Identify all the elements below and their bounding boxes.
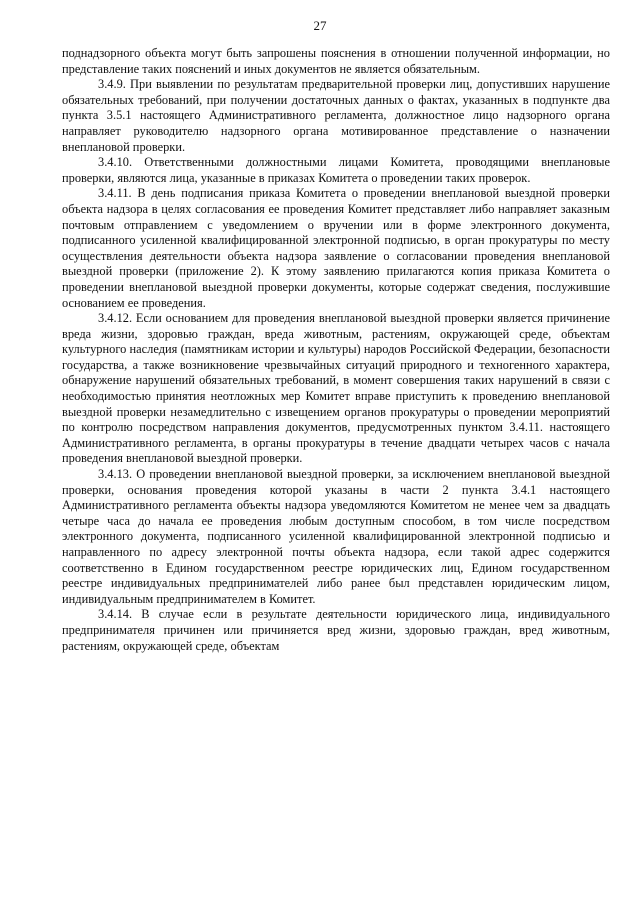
paragraph-3-4-11: 3.4.11. В день подписания приказа Комитета о проведении внеплановой выездной проверки объекта надзора в целях согласования ее проведения Комитет представляет либо направляет заказным почтовым отправлением с уведомлением о вручении или в форме электронного документа, подписанного усиленной квалифицированной электронной подписью, в орган прокуратуры по месту осуществления деятельности объекта надзора заявление о согласовании проведения внеплановой выездной проверки (приложение 2). К этому заявлению прилагаются копия приказа Комитета о проведении внеплановой выездной проверки документы, которые содержат сведения, послужившие основанием ее проведения. — [62, 186, 610, 310]
paragraph-3-4-10: 3.4.10. Ответственными должностными лицами Комитета, проводящими внеплановые проверки, являются лица, указанные в приказах Комитета о проведении таких проверок. — [62, 155, 610, 185]
paragraph-3-4-9: 3.4.9. При выявлении по результатам предварительной проверки лиц, допустивших нарушение обязательных требований, при получении достаточных данных о фактах, указанных в подпункте два пункта 3.5.1 настоящего Административного регламента, должностное лицо надзорного органа направляет руководителю надзорного органа мотивированное представление о назначении внеплановой проверки. — [62, 77, 610, 154]
page-number: 27 — [313, 18, 327, 33]
paragraph-3-4-13: 3.4.13. О проведении внеплановой выездной проверки, за исключением внеплановой выездной проверки, основания проведения которой указаны в части 2 пункта 3.4.1 настоящего Административного регламента объекты надзора уведомляются Комитетом не менее чем за двадцать четыре часа до начала ее проведения любым доступным способом, в том числе посредством электронного документа, подписанного усиленной квалифицированной электронной подписью и направленного по адресу электронной почты объекта надзора, если такой адрес содержится соответственно в Едином государственном реестре юридических лиц, Едином государственном реестре индивидуальных предпринимателей либо ранее был представлен юридическим лицом, индивидуальным предпринимателем в Комитет. — [62, 467, 610, 606]
paragraph-3-4-14: 3.4.14. В случае если в результате деятельности юридического лица, индивидуального предпринимателя причинен или причиняется вред жизни, здоровью граждан, вред животным, растениям, окружающей среде, объектам — [62, 607, 610, 653]
paragraph-continuation: поднадзорного объекта могут быть запрошены пояснения в отношении полученной информации, но представление таких пояснений и иных документов не является обязательным. — [62, 46, 610, 76]
paragraph-3-4-12: 3.4.12. Если основанием для проведения внеплановой выездной проверки является причинение вреда жизни, здоровью граждан, вреда животным, растениям, окружающей среде, объектам культурного наследия (памятникам истории и культуры) народов Российской Федерации, безопасности государства, а также возникновение чрезвычайных ситуаций природного и техногенного характера, обнаружение нарушений обязательных требований, в момент совершения таких нарушений в связи с необходимостью принятия неотложных мер Комитет вправе приступить к проведению внеплановой выездной проверки незамедлительно с извещением органов прокуратуры о проведении мероприятий по контролю посредством направления документов, предусмотренных пунктом 3.4.11. настоящего Административного регламента, в органы прокуратуры в течение двадцати четырех часов с начала проведения внеплановой выездной проверки. — [62, 311, 610, 466]
document-body — [62, 46, 610, 654]
